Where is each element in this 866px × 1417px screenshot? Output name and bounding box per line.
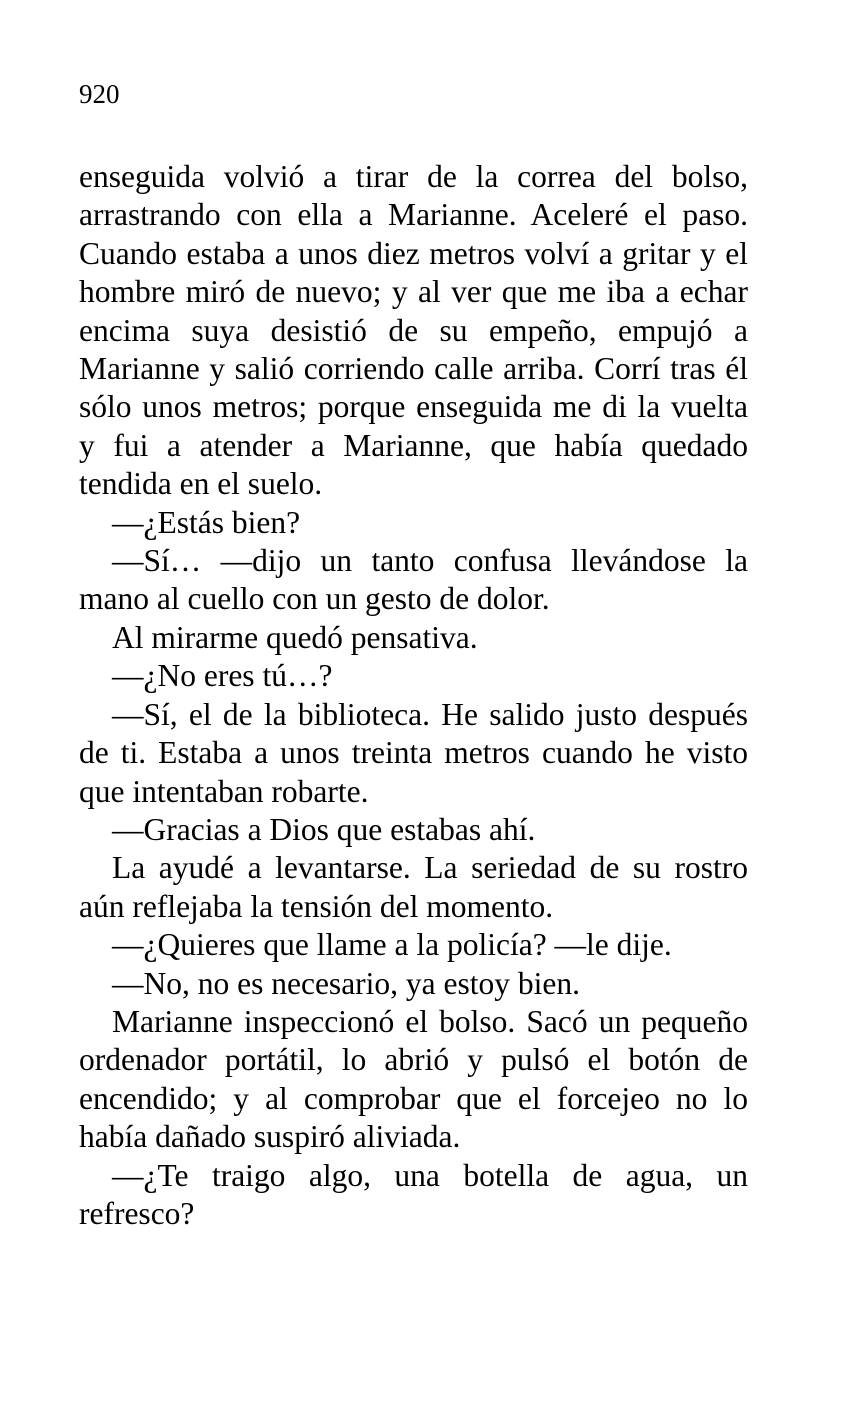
paragraph-narration: La ayudé a levantarse. La seriedad de su rostro aún reflejaba la tensión del momento.: [79, 850, 748, 924]
body-text: [79, 158, 748, 1233]
paragraph-dialogue: —¿Quieres que llame a la policía? —le dije.: [112, 927, 672, 963]
paragraph-narration: Al mirarme quedó pensativa.: [112, 619, 478, 655]
paragraph-continuation: enseguida volvió a tirar de la correa del bolso, arrastrando con ella a Marianne. Aceleré el paso. Cuando estaba a unos diez metros volví a gritar y el hombre miró de nuevo; y al ver que me iba a echar encima suya desistió de su empeño, empujó a Marianne y salió corriendo calle arriba. Corrí tras él sólo unos metros; porque enseguida me di la vuelta y fui a atender a Marianne, que había quedado tendida en el suelo.: [79, 159, 748, 502]
paragraph-dialogue: —Sí… —dijo un tanto confusa llevándose la mano al cuello con un gesto de dolor.: [79, 543, 748, 617]
paragraph-dialogue: —No, no es necesario, ya estoy bien.: [112, 965, 580, 1001]
paragraph-dialogue: —¿Estás bien?: [112, 504, 301, 540]
page-number: 920: [79, 79, 120, 109]
paragraph-dialogue: —¿Te traigo algo, una botella de agua, un refresco?: [79, 1157, 748, 1231]
paragraph-dialogue: —Gracias a Dios que estabas ahí.: [112, 811, 536, 847]
paragraph-dialogue: —Sí, el de la biblioteca. He salido justo después de ti. Estaba a unos treinta metros cuando he visto que intentaban robarte.: [79, 696, 748, 809]
paragraph-narration: Marianne inspeccionó el bolso. Sacó un pequeño ordenador portátil, lo abrió y pulsó el botón de encendido; y al comprobar que el forcejeo no lo había dañado suspiró aliviada.: [79, 1003, 748, 1155]
paragraph-dialogue: —¿No eres tú…?: [112, 658, 333, 694]
